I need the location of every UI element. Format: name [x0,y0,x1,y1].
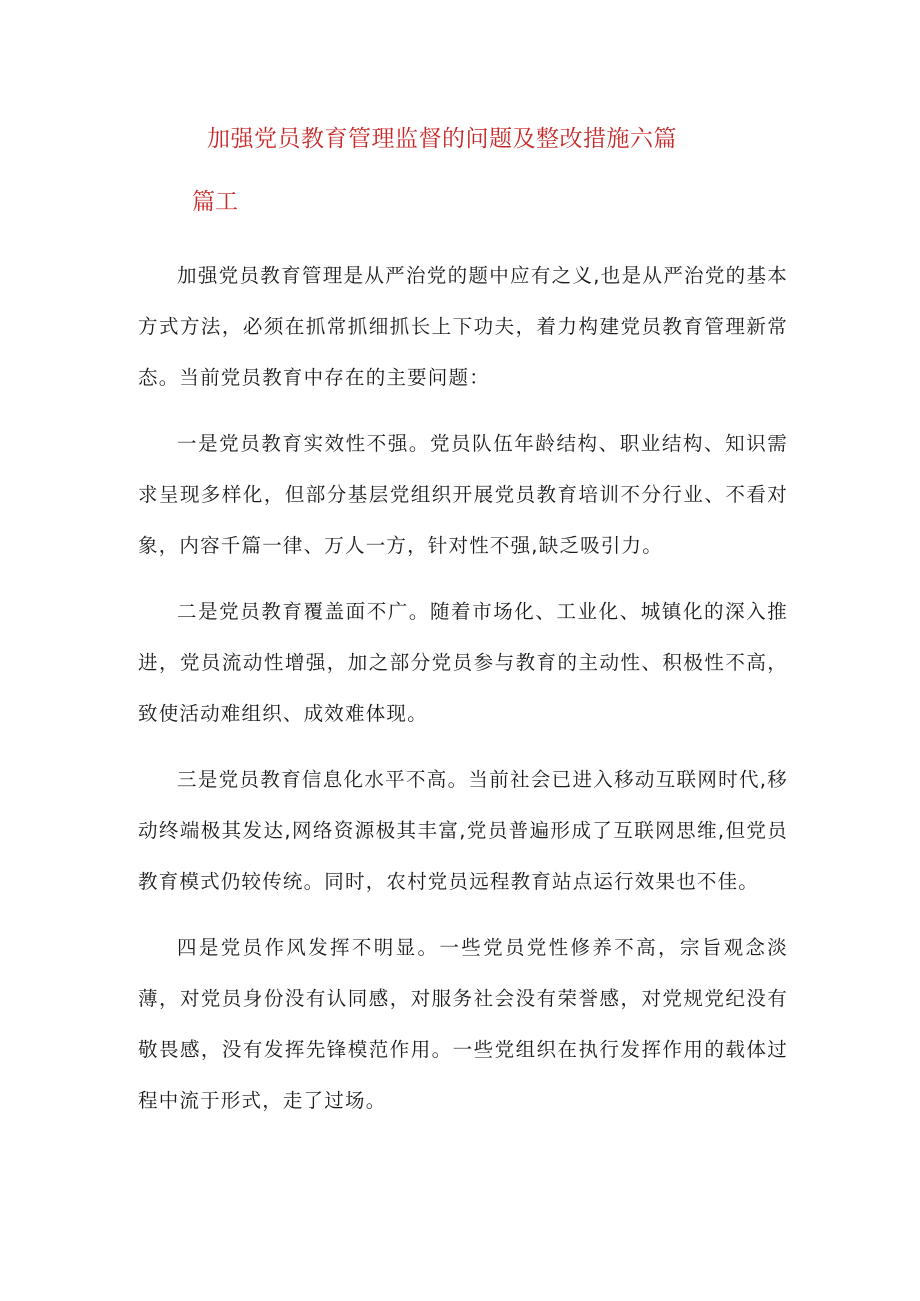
section-label: 篇工 [192,189,238,215]
document-title: 加强党员教育管理监督的问题及整改措施六篇 [207,126,677,152]
document-body [138,250,788,1141]
paragraph-problem-2: 二是党员教育覆盖面不广。随着市场化、工业化、城镇化的深入推进，党员流动性增强，加之部分党员参与教育的主动性、积极性不高，致使活动难组织、成效难体现。 [138,600,788,725]
paragraph-problem-4: 四是党员作风发挥不明显。一些党员党性修养不高，宗旨观念淡薄，对党员身份没有认同感，对服务社会没有荣誉感，对党规党纪没有敬畏感，没有发挥先锋模范作用。一些党组织在执行发挥作用的载体过程中流于形式，走了过场。 [138,936,788,1112]
paragraph-problem-1: 一是党员教育实效性不强。党员队伍年龄结构、职业结构、知识需求呈现多样化，但部分基层党组织开展党员教育培训不分行业、不看对象，内容千篇一律、万人一方，针对性不强,缺乏吸引力。 [138,432,788,557]
paragraph-problem-3: 三是党员教育信息化水平不高。当前社会已进入移动互联网时代,移动终端极其发达,网络资源极其丰富,党员普遍形成了互联网思维,但党员教育模式仍较传统。同时，农村党员远程教育站点运行效果也不佳。 [138,768,788,893]
paragraph-intro: 加强党员教育管理是从严治党的题中应有之义,也是从严治党的基本方式方法，必须在抓常抓细抓长上下功夫，着力构建党员教育管理新常态。当前党员教育中存在的主要问题： [138,264,788,389]
